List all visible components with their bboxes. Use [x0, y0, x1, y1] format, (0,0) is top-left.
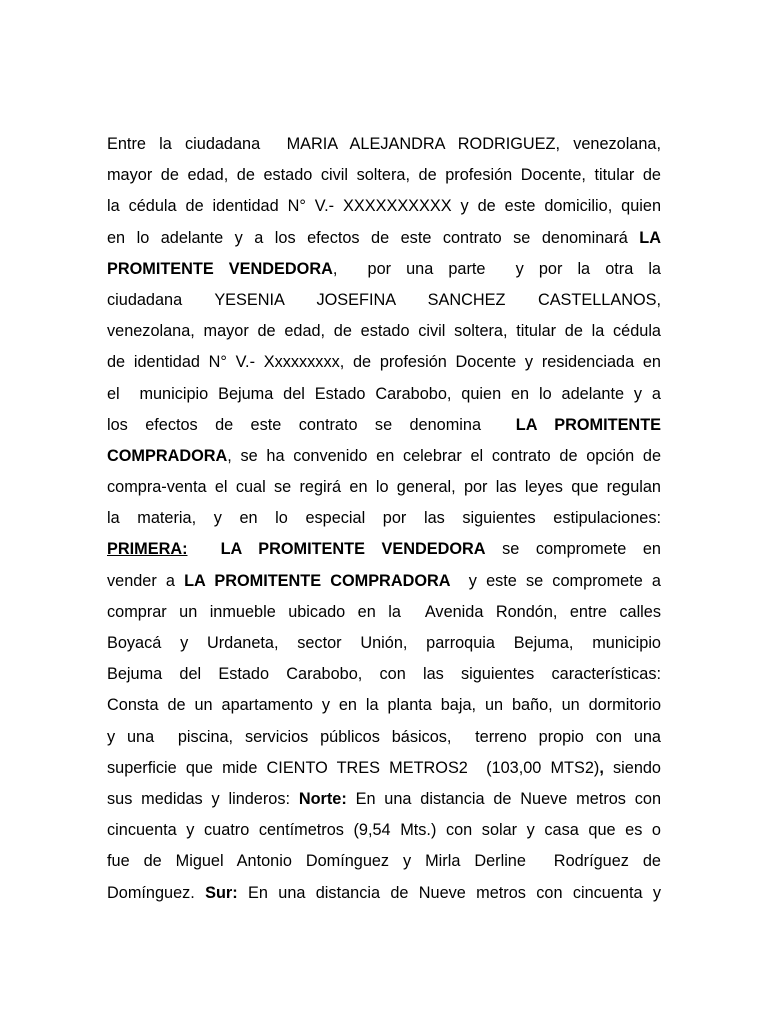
text-line [107, 659, 661, 690]
text-run: Entre la ciudadana MARIA ALEJANDRA RODRIGUEZ, venezolana, [107, 135, 661, 153]
text-run: cincuenta y cuatro centímetros (9,54 Mts.) con solar y casa que es o [107, 821, 661, 840]
bold-text-run: Sur: [205, 883, 238, 902]
text-run: , se ha convenido en celebrar el contrato de opción de [227, 446, 661, 465]
text-line [107, 441, 661, 472]
text-run: siendo [603, 758, 661, 777]
text-line [107, 534, 661, 565]
bold-text-run: COMPRADORA [107, 446, 228, 465]
text-run: Domínguez. [107, 883, 206, 902]
text-run: la materia, y en lo especial por las siguientes estipulaciones: [107, 509, 661, 528]
bold-text-run: LA PROMITENTE [515, 415, 661, 434]
text-run: sus medidas y linderos: [107, 789, 299, 808]
text-run: en lo adelante y a los efectos de este contrato se denominará [107, 228, 640, 247]
text-line [107, 722, 661, 753]
text-run: la cédula de identidad N° V.- XXXXXXXXXX y de este domicilio, quien [107, 197, 661, 216]
bold-text-run: LA PROMITENTE COMPRADORA [184, 571, 451, 590]
text-run: se compromete en [485, 540, 661, 559]
text-run: vender a [107, 571, 185, 590]
text-run: y este se compromete a [450, 571, 661, 590]
text-run: ciudadana YESENIA JOSEFINA SANCHEZ CASTELLANOS, [107, 290, 661, 309]
text-run: el municipio Bejuma del Estado Carabobo, quien en lo adelante y a [107, 384, 661, 403]
text-run: Bejuma del Estado Carabobo, con las siguientes características: [107, 665, 661, 684]
text-line [107, 566, 661, 597]
text-line [107, 410, 661, 441]
text-line [107, 254, 661, 285]
contract-body-text [107, 129, 661, 909]
text-run: Boyacá y Urdaneta, sector Unión, parroquia Bejuma, municipio [107, 634, 661, 652]
text-run: En una distancia de Nueve metros con [346, 789, 661, 808]
bold-text-run: LA [639, 228, 661, 247]
text-line [107, 503, 661, 534]
text-line [107, 379, 661, 410]
bold-text-run: LA PROMITENTE VENDEDORA [187, 540, 486, 559]
text-line [107, 129, 661, 160]
text-line [107, 846, 661, 877]
text-run: y una piscina, servicios públicos básicos, terreno propio con una [107, 727, 661, 746]
text-run: superficie que mide CIENTO TRES METROS2 (103,00 MTS2) [107, 758, 600, 777]
text-line [107, 316, 661, 347]
text-line [107, 690, 661, 721]
text-line [107, 285, 661, 316]
text-line [107, 191, 661, 222]
text-line [107, 784, 661, 815]
text-line [107, 347, 661, 378]
bold-text-run: PROMITENTE VENDEDORA [107, 259, 333, 278]
text-run: , por una parte y por la otra la [332, 259, 661, 278]
text-line [107, 597, 661, 628]
text-run: fue de Miguel Antonio Domínguez y Mirla Derline Rodríguez de [107, 852, 661, 871]
text-run: venezolana, mayor de edad, de estado civil soltera, titular de la cédula [107, 322, 661, 341]
text-run: los efectos de este contrato se denomina [107, 415, 516, 434]
text-line [107, 815, 661, 846]
text-run: de identidad N° V.- Xxxxxxxxx, de profesión Docente y residenciada en [107, 353, 661, 372]
bold-text-run: PRIMERA: [107, 540, 188, 559]
text-line [107, 472, 661, 503]
text-line [107, 753, 661, 784]
bold-text-run: , [599, 758, 604, 777]
text-run: mayor de edad, de estado civil soltera, de profesión Docente, titular de [107, 166, 661, 185]
text-run: comprar un inmueble ubicado en la Avenida Rondón, entre calles [107, 602, 661, 621]
text-line [107, 628, 661, 659]
text-line [107, 160, 661, 191]
text-line [107, 223, 661, 254]
text-run: Consta de un apartamento y en la planta baja, un baño, un dormitorio [107, 696, 661, 715]
text-run: En una distancia de Nueve metros con cincuenta y [237, 883, 661, 902]
text-run: compra-venta el cual se regirá en lo general, por las leyes que regulan [107, 478, 661, 497]
bold-text-run: Norte: [298, 789, 347, 808]
text-line [107, 878, 661, 909]
